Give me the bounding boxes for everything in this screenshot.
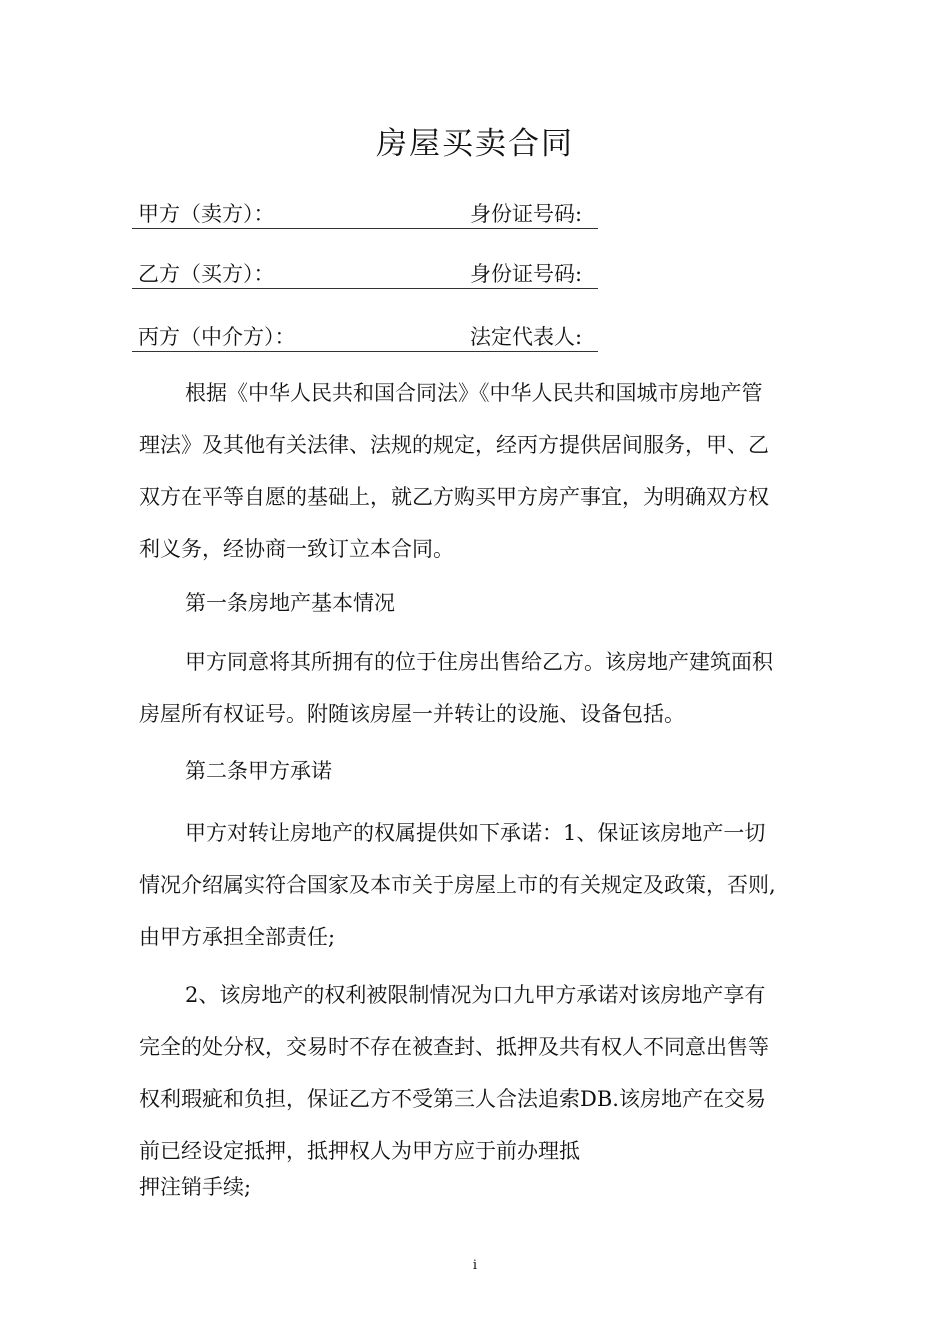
page-title: 房屋买卖合同 (376, 126, 574, 162)
paragraph-line: 2、该房地产的权利被限制情况为口九甲方承诺对该房地产享有 (185, 983, 766, 1007)
paragraph-line: 完全的处分权，交易时不存在被查封、抵押及共有权人不同意出售等 (139, 1035, 769, 1059)
party-a-label: 甲方（卖方）： (138, 202, 275, 226)
paragraph-line: 权利瑕疵和负担，保证乙方不受第三人合法追索DB.该房地产在交易 (139, 1087, 766, 1111)
paragraph-line: 甲方对转让房地产的权属提供如下承诺：1、保证该房地产一切 (185, 821, 766, 845)
party-b-label: 乙方（买方）： (138, 262, 275, 286)
article-1-paragraph (139, 636, 773, 740)
preamble-paragraph (139, 367, 769, 575)
paragraph-line: 情况介绍属实符合国家及本市关于房屋上市的有关规定及政策，否则, (139, 873, 776, 897)
article-2-paragraph-1 (139, 807, 776, 963)
paragraph-tail-line: 押注销手续; (139, 1175, 252, 1199)
paragraph-line: 前已经设定抵押，抵押权人为甲方应于前办理抵 (139, 1139, 580, 1163)
party-b-id-label: 身份证号码: (470, 262, 583, 286)
paragraph-line: 甲方同意将其所拥有的位于住房出售给乙方。该房地产建筑面积 (185, 650, 773, 674)
paragraph-line: 由甲方承担全部责任; (139, 925, 336, 949)
paragraph-line: 双方在平等自愿的基础上，就乙方购买甲方房产事宜，为明确双方权 (139, 485, 769, 509)
paragraph-line: 理法》及其他有关法律、法规的规定，经丙方提供居间服务，甲、乙 (139, 433, 769, 457)
party-a-line (132, 198, 598, 229)
party-c-line (132, 321, 598, 352)
article-2-paragraph-2 (139, 969, 769, 1177)
article-1-heading: 第一条房地产基本情况 (185, 591, 395, 615)
page-number: i (472, 1258, 478, 1273)
party-b-line (132, 258, 598, 289)
party-c-rep-label: 法定代表人: (470, 325, 583, 349)
party-a-id-label: 身份证号码: (470, 202, 583, 226)
party-c-label: 丙方（中介方）： (138, 325, 296, 349)
paragraph-line: 房屋所有权证号。附随该房屋一并转让的设施、设备包括。 (139, 702, 685, 726)
paragraph-line: 根据《中华人民共和国合同法》《中华人民共和国城市房地产管 (185, 381, 763, 405)
paragraph-line: 利义务，经协商一致订立本合同。 (139, 537, 454, 561)
article-2-heading: 第二条甲方承诺 (185, 759, 332, 783)
